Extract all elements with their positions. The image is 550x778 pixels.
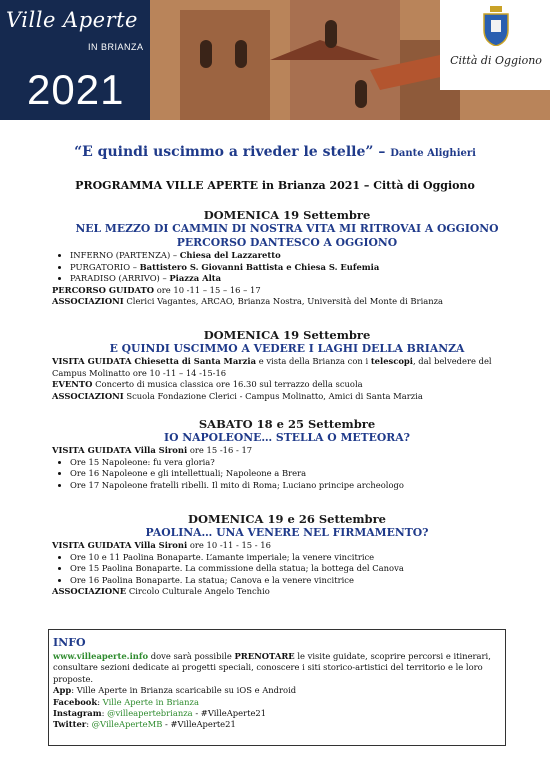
city-crest bbox=[440, 0, 550, 90]
list-item: • INFERNO (PARTENZA) – Chiesa del Lazzaretto bbox=[70, 250, 522, 262]
section-paolina bbox=[52, 512, 522, 598]
guided-visit: VISITA GUIDATA Villa Sironi ore 15 -16 - 17 bbox=[52, 445, 253, 455]
facebook-link[interactable]: Ville Aperte in Brianza bbox=[102, 696, 199, 707]
schedule-list bbox=[52, 552, 522, 587]
instagram-link[interactable]: @villeapertebrianza bbox=[107, 708, 193, 719]
section-title: IO NAPOLEONE… STELLA O METEORA? bbox=[164, 431, 410, 444]
facebook-line: Facebook: Ville Aperte in Brianza bbox=[53, 696, 199, 707]
section-day: SABATO 18 e 25 Settembre bbox=[198, 417, 376, 431]
prenotare-label: PRENOTARE bbox=[234, 651, 295, 661]
stops-list bbox=[52, 250, 522, 285]
info-box bbox=[48, 629, 506, 746]
shield-icon bbox=[482, 6, 510, 46]
list-item: • Ore 15 Napoleone: fu vera gloria? bbox=[70, 457, 522, 469]
header-banner bbox=[0, 0, 550, 120]
app-line: App: Ville Aperte in Brianza scaricabile su iOS e Android bbox=[53, 685, 297, 696]
associations: ASSOCIAZIONE Circolo Culturale Angelo Tenchio bbox=[52, 586, 270, 597]
section-napoleone bbox=[52, 417, 522, 491]
quote-text: “E quindi uscimmo a riveder le stelle” bbox=[74, 144, 374, 160]
list-item: • Ore 16 Napoleone e gli intellettuali; Napoleone a Brera bbox=[70, 468, 522, 480]
guided-visit-times: Campus Molinatto ore 10 -11 – 14 -15-16 bbox=[52, 367, 227, 378]
section-percorso-dantesco bbox=[52, 208, 522, 308]
guided-visit: VISITA GUIDATA Chiesetta di Santa Marzia e vista della Brianza con i telescopi, dal belvedere del bbox=[52, 356, 492, 366]
twitter-line: Twitter: @VilleAperteMB - #VilleAperte21 bbox=[53, 719, 236, 730]
info-intro: www.villeaperte.info dove sarà possibile PRENOTARE le visite guidate, scoprire percorsi e itinerari, consultare sezioni dedicate ai progetti speciali, conoscere i siti storico-artistici del territorio e le loro proposte. bbox=[53, 651, 491, 684]
event: EVENTO Concerto di musica classica ore 16.30 sul terrazzo della scuola bbox=[52, 379, 363, 390]
section-title: NEL MEZZO DI CAMMIN DI NOSTRA VITA MI RITROVAI A OGGIONO bbox=[75, 222, 499, 235]
list-item: • Ore 17 Napoleone fratelli ribelli. Il mito di Roma; Luciano principe archeologo bbox=[70, 480, 522, 492]
section-day: DOMENICA 19 Settembre bbox=[203, 208, 371, 222]
twitter-link[interactable]: @VilleAperteMB bbox=[91, 719, 163, 730]
brand-subtitle: IN BRIANZA bbox=[88, 42, 144, 52]
list-item: • Ore 16 Paolina Bonaparte. La statua; Canova e la venere vincitrice bbox=[70, 575, 522, 587]
info-body bbox=[53, 651, 501, 731]
brand-year: 2021 bbox=[27, 66, 125, 113]
program-title: PROGRAMMA VILLE APERTE in Brianza 2021 – Città di Oggiono bbox=[75, 179, 475, 192]
brand-title: Ville Aperte bbox=[6, 8, 138, 32]
list-item: • Ore 10 e 11 Paolina Bonaparte. L’amante imperiale; la venere vincitrice bbox=[70, 552, 522, 564]
brand-block bbox=[0, 0, 150, 120]
quote-dash: – bbox=[378, 144, 391, 160]
city-name: Città di Oggiono bbox=[450, 54, 542, 67]
section-subtitle: PERCORSO DANTESCO A OGGIONO bbox=[176, 236, 398, 249]
dante-quote bbox=[0, 144, 550, 160]
info-heading: INFO bbox=[53, 636, 86, 649]
guided-visit: VISITA GUIDATA Villa Sironi ore 10 -11 - 15 - 16 bbox=[52, 540, 271, 550]
section-title: E QUINDI USCIMMO A VEDERE I LAGHI DELLA BRIANZA bbox=[109, 342, 465, 355]
list-item: • Ore 15 Paolina Bonaparte. La commissione della statua; la bottega del Canova bbox=[70, 563, 522, 575]
associations: ASSOCIAZIONI Scuola Fondazione Clerici - Campus Molinatto, Amici di Santa Marzia bbox=[52, 390, 423, 401]
section-title: PAOLINA… UNA VENERE NEL FIRMAMENTO? bbox=[145, 526, 429, 539]
section-laghi-brianza bbox=[52, 328, 522, 402]
section-day: DOMENICA 19 e 26 Settembre bbox=[188, 512, 386, 526]
list-item: • PURGATORIO – Battistero S. Giovanni Battista e Chiesa S. Eufemia bbox=[70, 262, 522, 274]
guided-times: PERCORSO GUIDATO ore 10 -11 – 15 – 16 – 17 bbox=[52, 284, 261, 295]
schedule-list bbox=[52, 457, 522, 492]
website-link[interactable]: www.villeaperte.info bbox=[53, 651, 149, 661]
associations: ASSOCIAZIONI Clerici Vagantes, ARCAO, Brianza Nostra, Università del Monte di Brianza bbox=[52, 296, 444, 307]
list-item: • PARADISO (ARRIVO) – Piazza Alta bbox=[70, 273, 522, 285]
instagram-line: Instagram: @villeapertebrianza - #VilleAperte21 bbox=[53, 708, 267, 719]
quote-author: Dante Alighieri bbox=[390, 148, 476, 159]
section-day: DOMENICA 19 Settembre bbox=[203, 328, 371, 342]
